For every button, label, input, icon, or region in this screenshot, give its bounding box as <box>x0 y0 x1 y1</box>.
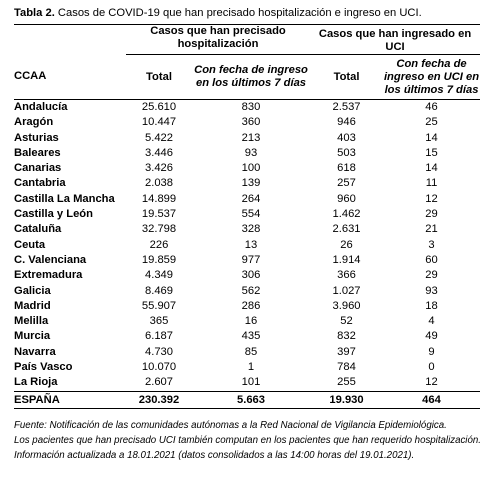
caption-text: Casos de COVID-19 que han precisado hospitalización e ingreso en UCI. <box>54 7 422 19</box>
cell-total-uci: 52 <box>340 315 353 328</box>
cell-ccaa: Ceuta <box>14 238 46 251</box>
cell-fecha-uci: 4 <box>428 315 435 328</box>
cell-ccaa: Extremadura <box>14 269 83 282</box>
cell-total-uci: 397 <box>337 345 356 358</box>
cell-total-uci: 255 <box>337 376 356 389</box>
document-page <box>14 6 480 463</box>
table-row <box>14 299 480 314</box>
table-row <box>14 207 480 222</box>
cell-ccaa: País Vasco <box>14 361 73 374</box>
cell-ccaa: Melilla <box>14 315 49 328</box>
cell-fecha-uci: 29 <box>425 269 438 282</box>
cell-total-uci: 503 <box>337 146 356 159</box>
table-row <box>14 253 480 268</box>
cell-total-hosp: 365 <box>149 315 169 328</box>
caption-label: Tabla 2. <box>14 7 55 19</box>
table-row <box>14 238 480 253</box>
cell-total-uci: 960 <box>337 192 356 205</box>
cell-total-uci: 784 <box>337 361 356 374</box>
cell-fecha-uci: 9 <box>428 345 435 358</box>
cell-fecha-uci: 3 <box>428 238 435 251</box>
table-row <box>14 131 480 146</box>
cell-fecha-uci: 18 <box>425 299 438 312</box>
cell-fecha-uci: 49 <box>425 330 438 343</box>
cell-fecha-hosp: 85 <box>244 345 258 358</box>
cell-fecha-uci: 14 <box>425 162 438 175</box>
cell-fecha-hosp: 286 <box>241 299 261 312</box>
column-header-fecha-hosp: Con fecha de ingreso en los últimos 7 días <box>192 55 310 100</box>
cell-total-hosp: 19.859 <box>141 253 177 266</box>
table-row <box>14 115 480 130</box>
cell-total-hosp: 4.730 <box>145 345 173 358</box>
cell-total-hosp: 5.422 <box>145 131 173 144</box>
cell-total-uci: 946 <box>337 116 356 129</box>
cell-ccaa: C. Valenciana <box>14 253 87 266</box>
table-row <box>14 268 480 283</box>
cell-fecha-hosp: 264 <box>241 192 261 205</box>
cell-fecha-uci: 14 <box>425 131 438 144</box>
table-row <box>14 192 480 207</box>
column-header-fecha-uci: Con fecha de ingreso en UCI en los últimos 7 días <box>383 55 480 100</box>
cell-total-hosp: 2.607 <box>145 376 173 389</box>
cell-fecha-uci: 0 <box>428 361 435 374</box>
cell-total-uci: 366 <box>337 269 356 282</box>
cell-fecha-hosp: 213 <box>241 131 261 144</box>
cell-ccaa: Canarias <box>14 162 62 175</box>
table-row <box>14 314 480 329</box>
column-header-ccaa: CCAA <box>14 55 126 100</box>
cell-total-hosp: 19.537 <box>141 208 177 221</box>
table-row <box>14 222 480 237</box>
cell-ccaa: Navarra <box>14 345 56 358</box>
cell-fecha-uci: 46 <box>425 101 438 113</box>
header-blank-cell <box>14 25 126 55</box>
cell-total-hosp: 32.798 <box>141 223 177 236</box>
header-column-row <box>14 55 480 100</box>
note-source: Fuente: Notificación de las comunidades autónomas a la Red Nacional de Vigilancia Epidemiológica. <box>14 419 447 431</box>
cell-total-hosp: 3.446 <box>145 146 173 159</box>
cell-total-uci: 618 <box>337 162 356 175</box>
cell-fecha-uci: 60 <box>425 253 438 266</box>
cell-fecha-hosp: 830 <box>241 101 261 113</box>
table-row <box>14 161 480 176</box>
cell-total-uci: 403 <box>337 131 356 144</box>
cell-ccaa: Murcia <box>14 330 51 343</box>
cell-fecha-hosp: 360 <box>241 116 261 129</box>
total-ccaa: ESPAÑA <box>14 391 126 408</box>
cell-fecha-hosp: 562 <box>241 284 261 297</box>
cell-ccaa: Castilla La Mancha <box>14 192 115 205</box>
cell-total-hosp: 25.610 <box>141 101 177 113</box>
cell-total-uci: 1.914 <box>332 253 361 266</box>
cell-fecha-hosp: 977 <box>241 253 261 266</box>
table-row <box>14 146 480 161</box>
total-total-uci: 19.930 <box>310 391 383 408</box>
cell-ccaa: Cataluña <box>14 223 62 236</box>
column-header-total-uci: Total <box>310 55 383 100</box>
cell-total-uci: 1.027 <box>332 284 361 297</box>
header-group-uci: Casos que han ingresado en UCI <box>310 25 480 55</box>
table-row <box>14 360 480 375</box>
cell-ccaa: Andalucía <box>14 101 68 113</box>
cell-total-uci: 1.462 <box>332 208 361 221</box>
cell-total-uci: 832 <box>337 330 356 343</box>
cell-ccaa: Galicia <box>14 284 51 297</box>
cell-fecha-uci: 15 <box>425 146 438 159</box>
table-total-row <box>14 391 480 408</box>
cell-fecha-hosp: 93 <box>244 146 258 159</box>
cell-fecha-uci: 12 <box>425 376 438 389</box>
cell-total-hosp: 4.349 <box>145 269 173 282</box>
cell-fecha-hosp: 100 <box>241 162 261 175</box>
table-row <box>14 375 480 391</box>
cell-ccaa: Asturias <box>14 131 59 144</box>
cell-ccaa: Castilla y León <box>14 208 93 221</box>
cell-total-uci: 2.537 <box>332 101 361 113</box>
hospitalization-table <box>14 24 480 409</box>
cell-ccaa: Madrid <box>14 299 51 312</box>
cell-fecha-hosp: 328 <box>241 223 261 236</box>
header-group-hospitalization: Casos que han precisado hospitalización <box>126 25 310 55</box>
cell-total-uci: 26 <box>340 238 353 251</box>
cell-fecha-uci: 12 <box>425 192 438 205</box>
cell-fecha-hosp: 1 <box>247 361 255 374</box>
table-caption <box>14 6 480 20</box>
cell-fecha-hosp: 16 <box>244 315 258 328</box>
cell-fecha-uci: 93 <box>425 284 438 297</box>
cell-fecha-uci: 11 <box>425 177 438 190</box>
cell-fecha-uci: 25 <box>425 116 438 129</box>
cell-ccaa: Aragón <box>14 116 54 129</box>
total-fecha-uci: 464 <box>383 391 480 408</box>
note-updated: Información actualizada a 18.01.2021 (datos consolidados a las 14:00 horas del 19.01.2021). <box>14 449 415 461</box>
cell-fecha-hosp: 554 <box>241 208 261 221</box>
cell-total-uci: 3.960 <box>332 299 361 312</box>
cell-total-hosp: 226 <box>149 238 169 251</box>
table-body <box>14 100 480 392</box>
cell-fecha-hosp: 435 <box>241 330 261 343</box>
cell-ccaa: Baleares <box>14 146 61 159</box>
cell-fecha-uci: 21 <box>425 223 438 236</box>
cell-total-hosp: 6.187 <box>145 330 173 343</box>
table-row <box>14 345 480 360</box>
cell-total-hosp: 55.907 <box>141 299 177 312</box>
cell-ccaa: La Rioja <box>14 376 58 389</box>
cell-total-hosp: 14.899 <box>141 192 177 205</box>
header-group-row <box>14 25 480 55</box>
table-row <box>14 176 480 191</box>
table-row <box>14 100 480 116</box>
cell-total-uci: 2.631 <box>332 223 361 236</box>
cell-fecha-uci: 29 <box>425 208 438 221</box>
note-uci: Los pacientes que han precisado UCI también computan en los pacientes que han requerido hospitalización. <box>14 434 481 446</box>
cell-total-hosp: 2.038 <box>145 177 173 190</box>
cell-fecha-hosp: 13 <box>244 238 258 251</box>
total-total-hosp: 230.392 <box>126 391 192 408</box>
table-notes <box>14 418 480 463</box>
table-row <box>14 329 480 344</box>
cell-ccaa: Cantabria <box>14 177 66 190</box>
cell-total-hosp: 10.070 <box>141 361 177 374</box>
table-row <box>14 284 480 299</box>
column-header-total-hosp: Total <box>126 55 192 100</box>
cell-total-hosp: 8.469 <box>145 284 173 297</box>
total-fecha-hosp: 5.663 <box>192 391 310 408</box>
cell-total-hosp: 3.426 <box>145 162 173 175</box>
cell-total-uci: 257 <box>337 177 356 190</box>
cell-total-hosp: 10.447 <box>141 116 177 129</box>
cell-fecha-hosp: 306 <box>241 269 261 282</box>
cell-fecha-hosp: 139 <box>241 177 261 190</box>
cell-fecha-hosp: 101 <box>241 376 261 389</box>
